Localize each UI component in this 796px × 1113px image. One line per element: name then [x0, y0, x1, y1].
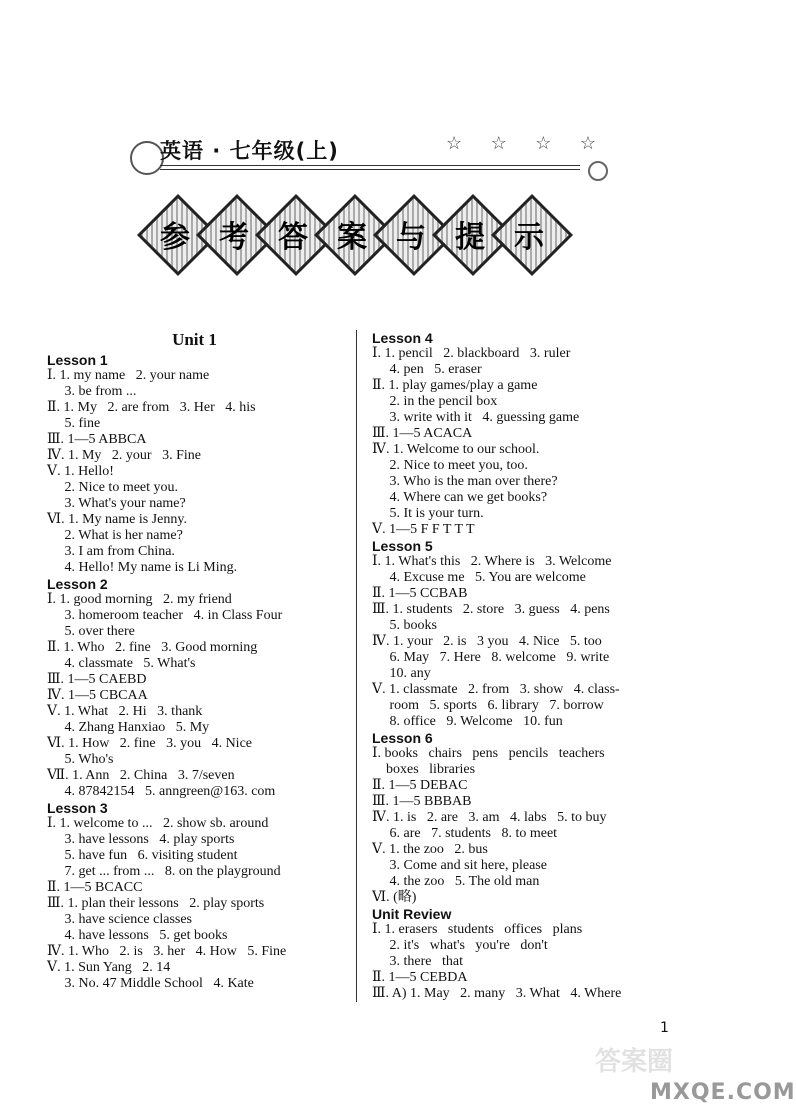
answer-line: 3. have science classes	[47, 912, 192, 927]
banner-character: 与	[396, 220, 426, 255]
answer-line: Ⅴ. 1. classmate 2. from 3. show 4. class-	[372, 682, 620, 697]
lesson-heading: Lesson 5	[372, 538, 433, 554]
answer-line: 4. Where can we get books?	[372, 490, 548, 505]
answer-line: boxes libraries	[372, 762, 476, 777]
answer-line: Ⅱ. 1—5 CCBAB	[372, 586, 468, 601]
banner-character: 答	[278, 220, 308, 255]
answer-line: Ⅴ. 1. the zoo 2. bus	[372, 842, 488, 857]
lesson-heading: Lesson 2	[47, 576, 108, 592]
answer-line: 2. What is her name?	[47, 528, 183, 543]
answer-line: 3. there that	[372, 954, 463, 969]
answer-line: Ⅱ. 1. Who 2. fine 3. Good morning	[47, 640, 258, 655]
header-rule	[160, 165, 580, 166]
unit-title: Unit 1	[172, 330, 217, 349]
answer-line: Ⅴ. 1—5 F F T T T	[372, 522, 475, 537]
answer-line: 2. Nice to meet you.	[47, 480, 179, 495]
answer-line: 3. I am from China.	[47, 544, 175, 559]
answer-line: Ⅴ. 1. What 2. Hi 3. thank	[47, 704, 203, 719]
answer-line: Ⅲ. 1. students 2. store 3. guess 4. pens	[372, 602, 610, 617]
decor-circle-icon	[130, 141, 164, 175]
answer-line: Ⅲ. 1. plan their lessons 2. play sports	[47, 896, 265, 911]
answer-line: 3. have lessons 4. play sports	[47, 832, 235, 847]
answer-line: Ⅵ. 1. How 2. fine 3. you 4. Nice	[47, 736, 252, 751]
answer-line: 4. Hello! My name is Li Ming.	[47, 560, 238, 575]
answer-line: 5. Who's	[47, 752, 114, 767]
answer-line: Ⅲ. 1—5 BBBAB	[372, 794, 472, 809]
answer-line: Ⅱ. 1. My 2. are from 3. Her 4. his	[47, 400, 256, 415]
answer-key-banner	[145, 200, 560, 272]
answer-line: Ⅶ. 1. Ann 2. China 3. 7/seven	[47, 768, 235, 783]
answer-line: Ⅳ. 1. Who 2. is 3. her 4. How 5. Fine	[47, 944, 287, 959]
answer-line: 3. What's your name?	[47, 496, 186, 511]
banner-character: 考	[219, 220, 249, 255]
answer-line: 10. any	[372, 666, 431, 681]
answer-line: Ⅱ. 1—5 BCACC	[47, 880, 143, 895]
answer-line: 7. get ... from ... 8. on the playground	[47, 864, 281, 879]
banner-character: 参	[160, 220, 190, 255]
answer-line: 3. No. 47 Middle School 4. Kate	[47, 976, 254, 991]
answer-line: 2. in the pencil box	[372, 394, 498, 409]
lesson-heading: Lesson 6	[372, 730, 433, 746]
answer-line: Ⅰ. 1. erasers students offices plans	[372, 922, 583, 937]
answer-line: 5. over there	[47, 624, 135, 639]
answer-line: Ⅲ. A) 1. May 2. many 3. What 4. Where	[372, 986, 622, 1001]
answer-line: 5. It is your turn.	[372, 506, 484, 521]
answer-line: 4. 87842154 5. anngreen@163. com	[47, 784, 276, 799]
answer-line: Ⅳ. 1. Welcome to our school.	[372, 442, 540, 457]
answer-line: Ⅱ. 1—5 DEBAC	[372, 778, 468, 793]
left-answer-list	[47, 352, 342, 992]
answer-line: Ⅴ. 1. Hello!	[47, 464, 114, 479]
answer-line: Ⅳ. 1. My 2. your 3. Fine	[47, 448, 201, 463]
answer-line: Ⅴ. 1. Sun Yang 2. 14	[47, 960, 171, 975]
page-number: 1	[660, 1020, 669, 1036]
answer-line: Ⅰ. 1. my name 2. your name	[47, 368, 210, 383]
lesson-heading: Lesson 1	[47, 352, 108, 368]
answer-line: 4. the zoo 5. The old man	[372, 874, 540, 889]
header-rule-2	[160, 169, 580, 170]
watermark-text: MXQE.COM	[650, 1080, 796, 1105]
answer-line: room 5. sports 6. library 7. borrow	[372, 698, 604, 713]
answer-line: 4. Zhang Hanxiao 5. My	[47, 720, 210, 735]
lesson-heading: Lesson 4	[372, 330, 433, 346]
answer-line: Ⅵ. (略)	[372, 890, 417, 905]
answer-line: 2. it's what's you're don't	[372, 938, 548, 953]
book-title: 英语 · 七年级(上)	[160, 139, 339, 163]
answer-line: Ⅰ. 1. welcome to ... 2. show sb. around	[47, 816, 269, 831]
answer-line: 5. books	[372, 618, 437, 633]
right-column	[372, 330, 692, 1002]
answer-line: 4. pen 5. eraser	[372, 362, 482, 377]
answer-line: 4. classmate 5. What's	[47, 656, 196, 671]
answer-line: Ⅳ. 1. your 2. is 3 you 4. Nice 5. too	[372, 634, 602, 649]
answer-line: 3. Come and sit here, please	[372, 858, 547, 873]
answer-line: 2. Nice to meet you, too.	[372, 458, 528, 473]
answer-line: Ⅱ. 1—5 CEBDA	[372, 970, 468, 985]
answer-line: 4. have lessons 5. get books	[47, 928, 228, 943]
answer-line: Ⅰ. 1. good morning 2. my friend	[47, 592, 232, 607]
answer-line: Ⅳ. 1. is 2. are 3. am 4. labs 5. to buy	[372, 810, 607, 825]
answer-line: 8. office 9. Welcome 10. fun	[372, 714, 563, 729]
answer-line: 6. are 7. students 8. to meet	[372, 826, 558, 841]
decor-ring-icon	[588, 161, 608, 181]
column-divider	[356, 330, 357, 1002]
answer-line: 3. Who is the man over there?	[372, 474, 558, 489]
answer-line: 3. write with it 4. guessing game	[372, 410, 580, 425]
answer-line: Ⅰ. books chairs pens pencils teachers	[372, 746, 605, 761]
answer-line: 6. May 7. Here 8. welcome 9. write	[372, 650, 610, 665]
answer-line: Ⅲ. 1—5 CAEBD	[47, 672, 147, 687]
answer-line: 5. have fun 6. visiting student	[47, 848, 238, 863]
answer-line: Ⅳ. 1—5 CBCAA	[47, 688, 148, 703]
lesson-heading: Lesson 3	[47, 800, 108, 816]
banner-character: 提	[455, 220, 485, 255]
left-column	[47, 330, 342, 992]
banner-character: 案	[337, 220, 367, 255]
answer-line: Ⅵ. 1. My name is Jenny.	[47, 512, 187, 527]
right-answer-list	[372, 330, 692, 1002]
answer-line: 4. Excuse me 5. You are welcome	[372, 570, 586, 585]
svg-text:答案圈: 答案圈	[595, 1047, 674, 1077]
answer-line: 5. fine	[47, 416, 101, 431]
answer-line: Ⅰ. 1. What's this 2. Where is 3. Welcome	[372, 554, 612, 569]
answer-line: Ⅲ. 1—5 ABBCA	[47, 432, 147, 447]
answer-line: 3. homeroom teacher 4. in Class Four	[47, 608, 283, 623]
rating-stars-icon: ☆ ☆ ☆ ☆	[446, 133, 609, 153]
answer-line: Ⅲ. 1—5 ACACA	[372, 426, 473, 441]
page-header	[118, 125, 609, 185]
answer-line: 3. be from ...	[47, 384, 137, 399]
banner-character: 示	[514, 220, 544, 255]
answer-line: Ⅰ. 1. pencil 2. blackboard 3. ruler	[372, 346, 571, 361]
lesson-heading: Unit Review	[372, 906, 452, 922]
answer-line: Ⅱ. 1. play games/play a game	[372, 378, 538, 393]
